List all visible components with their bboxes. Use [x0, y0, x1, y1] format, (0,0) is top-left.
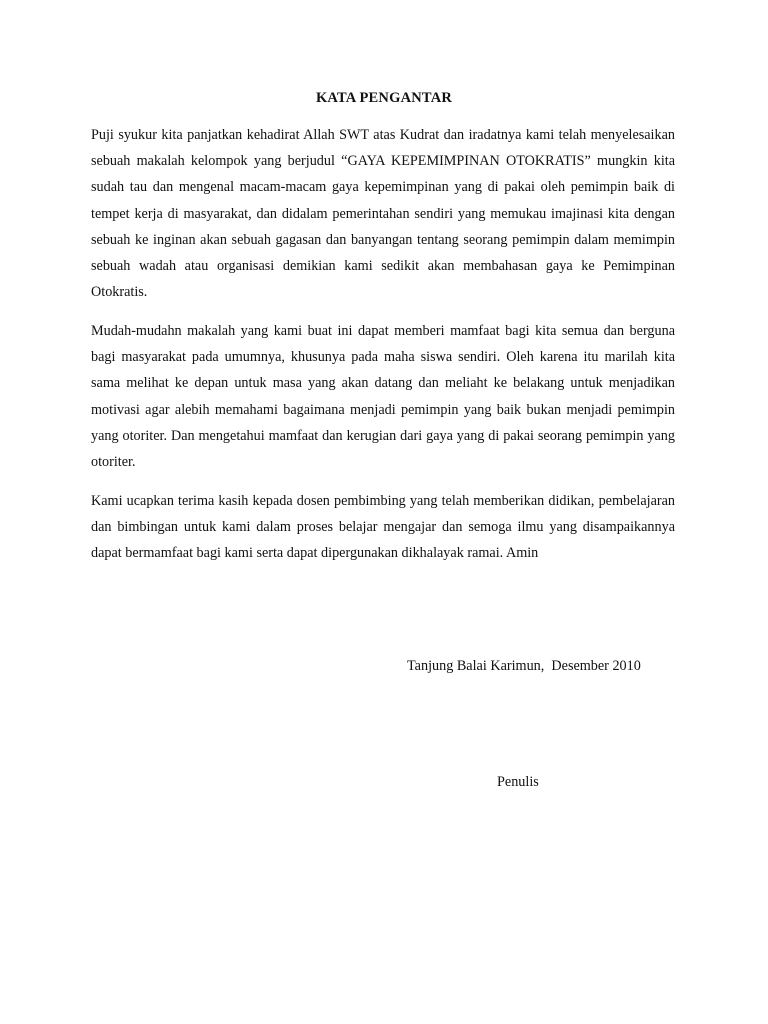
paragraph-hope: Mudah-mudahn makalah yang kami buat ini dapat memberi mamfaat bagi kita semua dan berguna bagi masyarakat pada umumnya, khusunya pada maha siswa sendiri. Oleh karena itu marilah kita sama melihat ke depan untuk masa yang akan datang dan meliaht ke belakang untuk menjadikan motivasi agar alebih memahami bagaimana menjadi pemimpin yang baik bukan menjadi pemimpin yang otoriter. Dan mengetahui mamfaat dan kerugian dari gaya yang di pakai seorang pemimpin yang otoriter. — [91, 323, 675, 471]
paragraph-thanks: Kami ucapkan terima kasih kepada dosen pembimbing yang telah memberikan didikan, pembelajaran dan bimbingan untuk kami dalam proses belajar mengajar dan semoga ilmu yang disampaikannya dapat bermamfaat bagi kami serta dapat dipergunakan dikhalayak ramai. Amin — [91, 493, 675, 562]
place-date: Tanjung Balai Karimun, Desember 2010 — [407, 658, 641, 674]
paragraph-intro: Puji syukur kita panjatkan kehadirat Allah SWT atas Kudrat dan iradatnya kami telah menyelesaikan sebuah makalah kelompok yang berjudul “GAYA KEPEMIMPINAN OTOKRATIS” mungkin kita sudah tau dan mengenal macam-macam gaya kepemimpinan yang di pakai oleh pemimpin baik di tempet kerja di masyarakat, dan didalam pemerintahan sendiri yang memukau imajinasi kita dengan sebuah ke inginan akan sebuah gagasan dan banyangan tentang seorang pemimpin dalam memimpin sebuah wadah atau organisasi demikian kami sedikit akan membahasan gaya ke Pemimpinan Otokratis. — [91, 127, 675, 301]
author-signature: Penulis — [497, 774, 539, 790]
document-title: KATA PENGANTAR — [315, 90, 453, 106]
